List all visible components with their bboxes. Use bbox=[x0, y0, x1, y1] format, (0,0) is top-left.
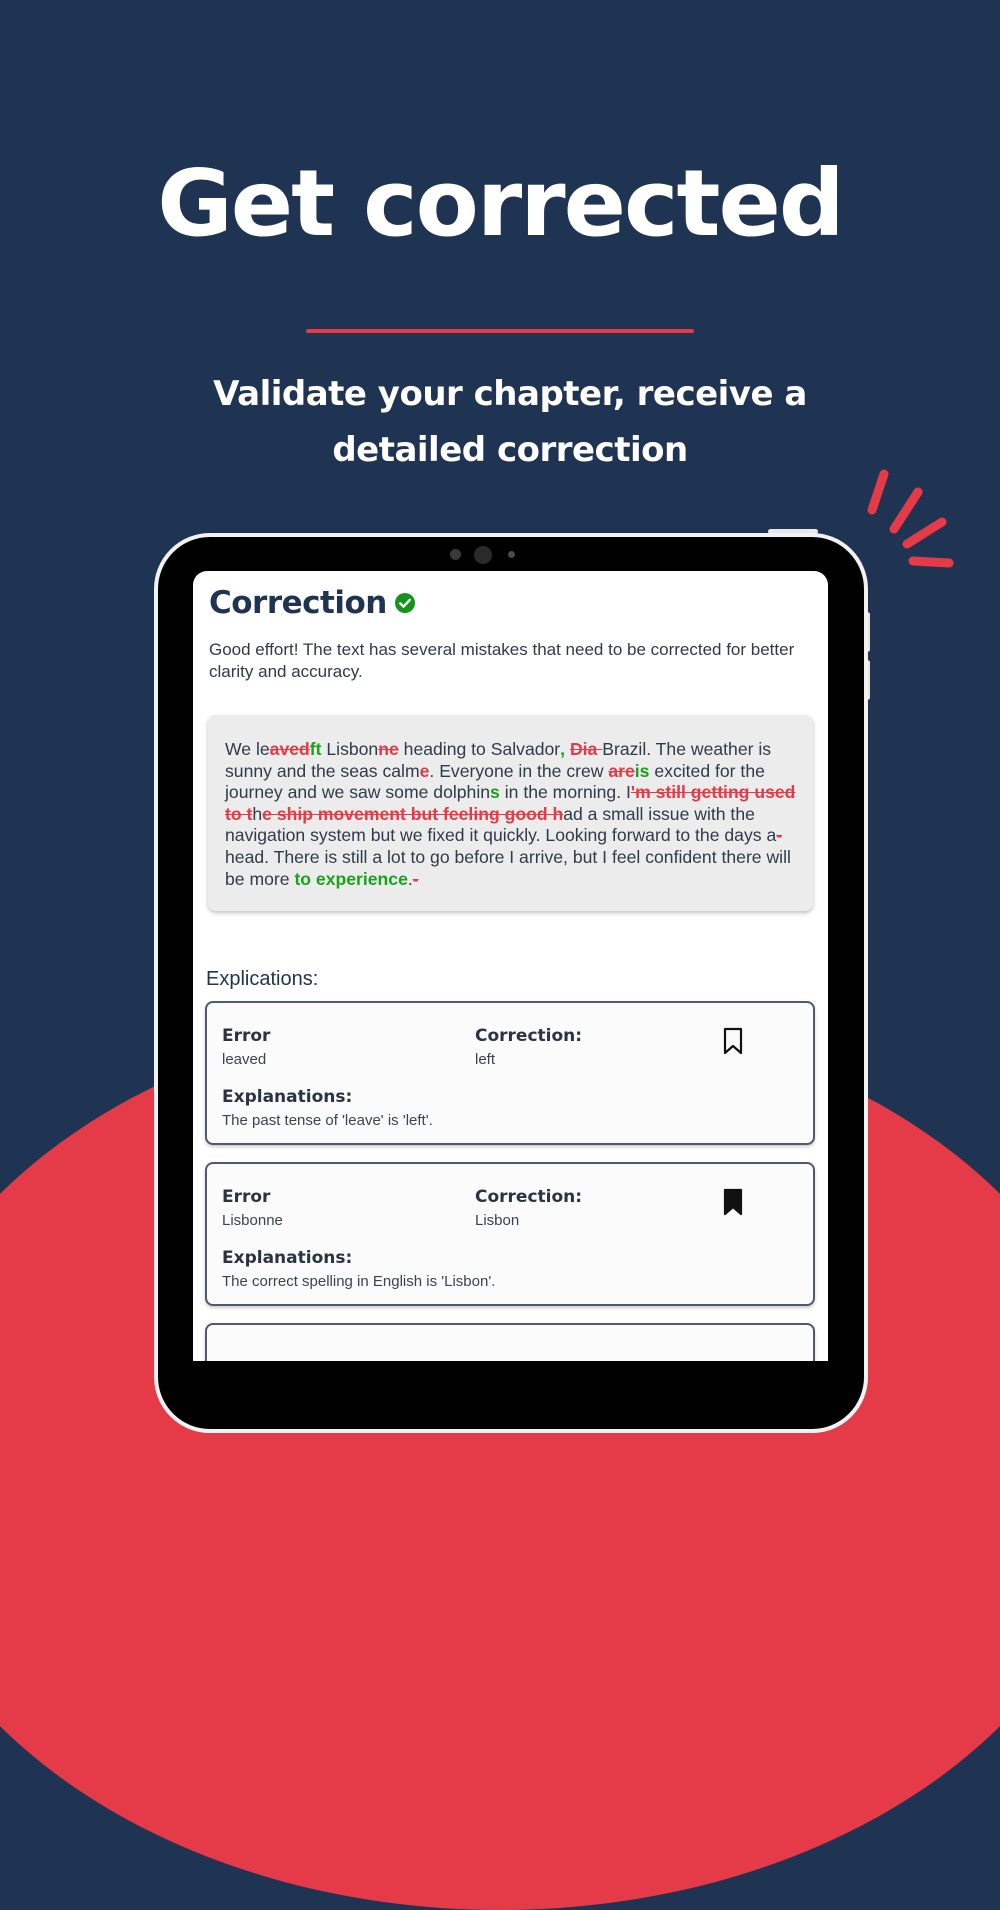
passage-text: Lisbon bbox=[321, 739, 379, 759]
correction-value: left bbox=[475, 1051, 496, 1068]
inserted-text: s bbox=[490, 782, 500, 803]
bookmark-outline-icon[interactable] bbox=[723, 1027, 743, 1055]
correction-label: Correction: bbox=[475, 1026, 583, 1046]
promo-subtitle: Validate your chapter, receive a detailed correction bbox=[213, 374, 807, 470]
deleted-text: Dia bbox=[569, 739, 603, 759]
passage-text: in the morning. I bbox=[499, 782, 631, 803]
error-value: Lisbonne bbox=[222, 1212, 283, 1229]
explication-card bbox=[205, 1323, 815, 1361]
inserted-text: is bbox=[634, 760, 650, 781]
promo-headline: Get corrected bbox=[157, 150, 843, 257]
inserted-text: to experience bbox=[294, 868, 408, 889]
explanation-text: The past tense of 'leave' is 'left'. bbox=[222, 1112, 433, 1129]
camera-lens-icon bbox=[474, 546, 492, 564]
error-label: Error bbox=[222, 1187, 271, 1207]
deleted-text: aved bbox=[269, 739, 310, 759]
error-value: leaved bbox=[222, 1051, 267, 1068]
correction-header bbox=[209, 585, 415, 621]
passage-text: Brazil. The weather is sunny and the seas calm bbox=[225, 739, 772, 781]
inserted-text: , bbox=[560, 739, 566, 759]
deleted-text: - bbox=[412, 868, 419, 889]
check-circle-icon bbox=[395, 593, 415, 613]
passage-text: h bbox=[252, 803, 263, 824]
flagged-text: e bbox=[419, 760, 430, 781]
passage-text: . Everyone in the crew bbox=[429, 760, 609, 781]
passage-text: excited for the journey and we saw some dolphin bbox=[225, 760, 765, 803]
camera-light-icon bbox=[508, 551, 515, 558]
correction-summary: Good effort! The text has several mistakes that need to be corrected for better clarity and accuracy. bbox=[209, 640, 795, 681]
headline-divider bbox=[306, 329, 694, 333]
error-label: Error bbox=[222, 1026, 271, 1046]
inserted-text: ft bbox=[309, 739, 322, 759]
app-screen bbox=[193, 571, 828, 1361]
deleted-text: are bbox=[608, 760, 635, 781]
passage-text: ad a small issue with the navigation system but we fixed it quickly. Looking forward to the days a bbox=[225, 803, 777, 846]
passage-text: heading to Salvador bbox=[398, 739, 561, 759]
camera-sensor-icon bbox=[450, 549, 461, 560]
corrected-passage bbox=[208, 715, 813, 911]
deleted-text: 'm still getting used to t bbox=[225, 782, 796, 824]
deleted-text: ne bbox=[378, 739, 399, 759]
page-title: Correction bbox=[209, 585, 387, 621]
explanations-label: Explanations: bbox=[222, 1087, 353, 1107]
correction-value: Lisbon bbox=[475, 1212, 520, 1229]
explication-card bbox=[205, 1001, 815, 1145]
bookmark-filled-icon[interactable] bbox=[723, 1188, 743, 1216]
explication-card bbox=[205, 1162, 815, 1306]
correction-label: Correction: bbox=[475, 1187, 583, 1207]
passage-text: We le bbox=[225, 739, 270, 759]
sparkle-decoration-icon bbox=[862, 465, 962, 575]
deleted-text: - bbox=[776, 825, 783, 846]
passage-text: . bbox=[407, 868, 413, 889]
passage-text: head. There is still a lot to go before I arrive, but I feel confident there will be more bbox=[225, 846, 791, 889]
explanations-label: Explanations: bbox=[222, 1248, 353, 1268]
explanation-text: The correct spelling in English is 'Lisbon'. bbox=[222, 1273, 496, 1290]
explications-heading: Explications: bbox=[206, 968, 319, 990]
deleted-text: e ship movement but feeling good h bbox=[262, 803, 564, 824]
